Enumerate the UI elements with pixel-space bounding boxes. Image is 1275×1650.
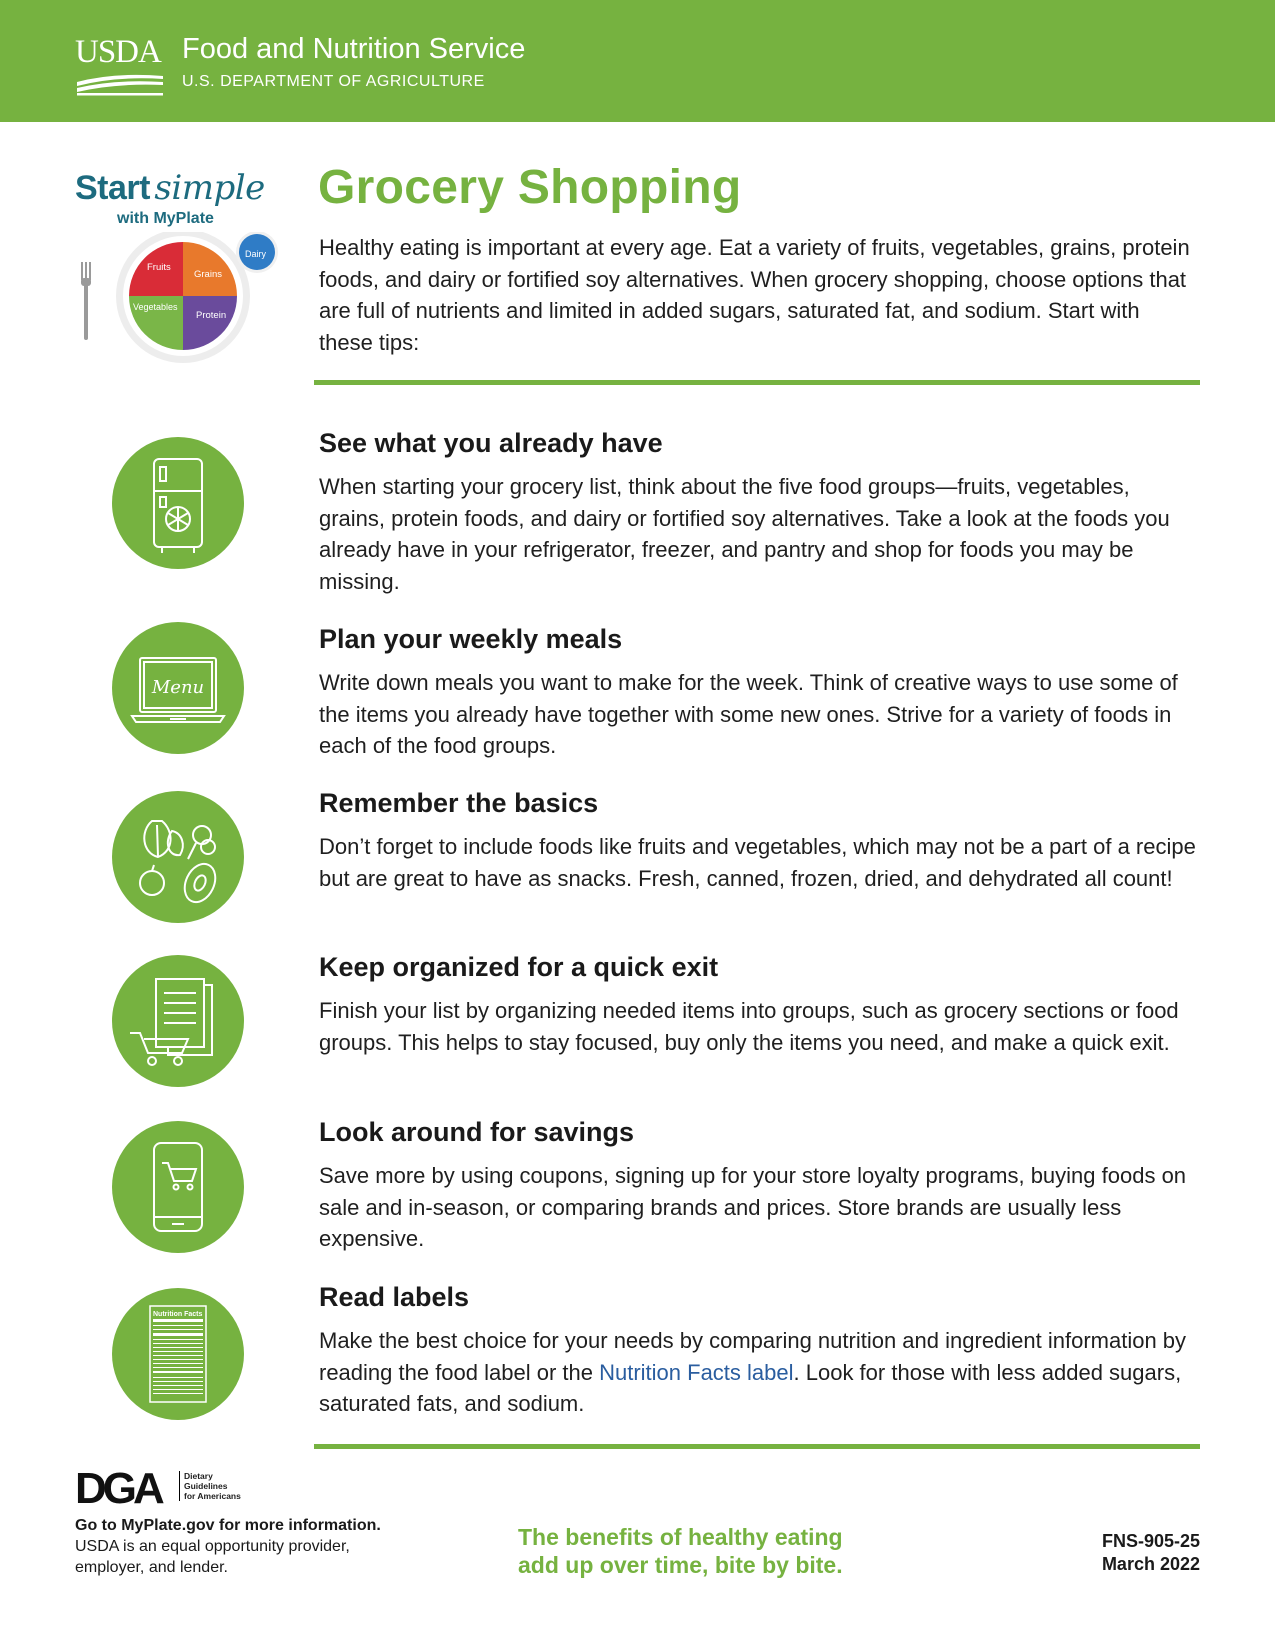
tip-body: Finish your list by organizing needed items into groups, such as grocery sections or food groups. This helps to stay focused, buy only the items you need, and make a quick exit. — [319, 998, 1179, 1055]
tip-remember-basics — [319, 788, 1199, 894]
usda-swoosh-icon — [75, 72, 165, 96]
tip-heading: Plan your weekly meals — [319, 624, 623, 654]
dga-subtitle-line: Dietary — [184, 1471, 213, 1481]
myplate-link-line — [75, 1515, 415, 1536]
goto-suffix: .gov for more information. — [181, 1517, 381, 1534]
brand-with: with — [117, 210, 149, 227]
dga-logo-text: DGA — [75, 1465, 161, 1507]
agency-title: Food and Nutrition Service — [182, 33, 526, 65]
fork-icon — [81, 262, 91, 340]
dga-subtitle-line: Guidelines — [184, 1481, 228, 1491]
dga-logo-mark — [75, 1465, 175, 1507]
menu-icon-text: Menu — [151, 677, 205, 698]
tip-heading: See what you already have — [319, 428, 663, 458]
tip-body: When starting your grocery list, think about the five food groups—fruits, vegetables, grains, protein foods, and dairy or fortified soy alternatives. Take a look at the foods you already have in your refrigerator, freezer, and pantry and shop for foods you may be missing. — [319, 474, 1170, 594]
tagline-line-2: add up over time, bite by bite. — [518, 1552, 843, 1578]
doc-date: March 2022 — [1101, 1554, 1200, 1574]
usda-logo-text: USDA — [75, 34, 161, 70]
brand-with-myplate — [117, 210, 214, 228]
brand-myplate: MyPlate — [153, 210, 214, 227]
divider-bottom — [314, 1444, 1200, 1449]
tip-look-for-savings — [319, 1117, 1199, 1255]
tip-see-what-you-have — [319, 428, 1199, 597]
goto-prefix: Go to — [75, 1517, 122, 1534]
menu-laptop-icon — [112, 622, 244, 754]
dga-subtitle — [179, 1471, 254, 1501]
start-simple-brand — [75, 168, 295, 227]
tip-body: Don’t forget to include foods like fruits and vegetables, which may not be a part of a recipe but are great to have as snacks. Fresh, canned, frozen, dried, and dehydrated all count! — [319, 834, 1196, 891]
nutrition-label-icon — [112, 1288, 244, 1420]
tip-heading: Read labels — [319, 1282, 470, 1312]
plate-label-vegetables: Vegetables — [133, 302, 178, 312]
divider-top — [314, 380, 1200, 385]
plate-label-grains: Grains — [194, 269, 222, 280]
refrigerator-icon — [112, 437, 244, 569]
intro-paragraph: Healthy eating is important at every age. Eat a variety of fruits, vegetables, grains, protein foods, and dairy or fortified soy alternatives. When grocery shopping, choose options that are full of nutrients and limited in added sugars, saturated fat, and sodium. Start with these tips: — [319, 235, 1190, 355]
tip-heading: Look around for savings — [319, 1117, 635, 1147]
tagline — [518, 1523, 843, 1579]
dga-logo — [75, 1465, 241, 1512]
document-id — [1102, 1530, 1200, 1576]
plate-label-dairy: Dairy — [245, 249, 267, 259]
tip-heading: Keep organized for a quick exit — [319, 952, 719, 982]
tagline-line-1: The benefits of healthy eating — [518, 1524, 843, 1550]
usda-logo — [75, 34, 165, 96]
tip-body-text: Make the best choice for your needs by comparing nutrition and ingredient information by reading the food label or the — [319, 1328, 1187, 1385]
equal-opportunity-text: USDA is an equal opportunity provider, employer, and lender. — [75, 1538, 350, 1576]
tip-body: Write down meals you want to make for the week. Think of creative ways to use some of the items you already have together with some new ones. Strive for a variety of foods in each of the food groups. — [319, 670, 1178, 758]
phone-cart-icon — [112, 1121, 244, 1253]
produce-icon — [112, 791, 244, 923]
footer-info — [75, 1515, 415, 1578]
tip-body — [319, 1325, 1199, 1420]
plate-label-protein: Protein — [196, 310, 227, 321]
nutrition-facts-link[interactable]: Nutrition Facts label — [599, 1359, 794, 1385]
tip-keep-organized — [319, 952, 1199, 1058]
brand-start: Start — [75, 169, 150, 207]
brand-simple: simple — [154, 168, 265, 208]
tip-body-text: . Look for those with less added sugars, saturated fats, and sodium. — [319, 1359, 1182, 1416]
myplate-icon — [75, 232, 285, 382]
doc-number: FNS-905-25 — [1101, 1531, 1200, 1551]
department-name: U.S. DEPARTMENT OF AGRICULTURE — [182, 73, 485, 90]
nutrition-facts-icon-text: Nutrition Facts — [153, 1311, 203, 1318]
header-bar — [0, 0, 1275, 122]
myplate-link[interactable]: MyPlate — [121, 1517, 182, 1534]
tip-read-labels — [319, 1282, 1199, 1420]
tip-heading: Remember the basics — [319, 788, 599, 818]
tip-plan-weekly-meals — [319, 624, 1199, 762]
page-title: Grocery Shopping — [318, 161, 742, 214]
shopping-list-cart-icon — [112, 955, 244, 1087]
tip-body: Save more by using coupons, signing up for your store loyalty programs, buying foods on sale and in-season, or comparing brands and prices. Store brands are usually less expensive. — [319, 1163, 1187, 1251]
plate-label-fruits: Fruits — [147, 262, 171, 273]
dga-subtitle-line: for Americans — [184, 1491, 241, 1501]
